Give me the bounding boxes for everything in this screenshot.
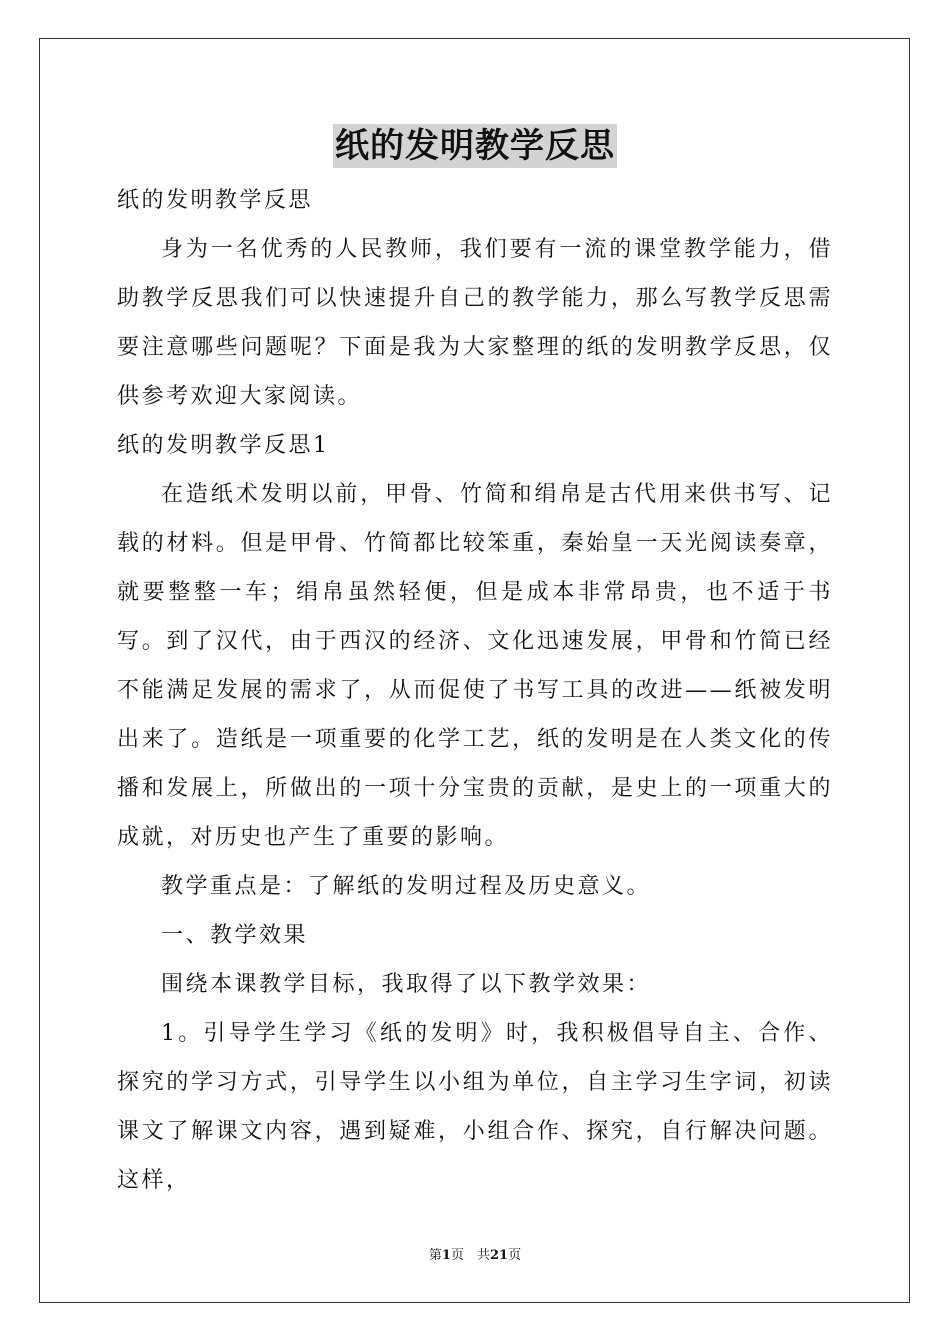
footer-suffix: 页 — [508, 1248, 522, 1263]
title-container — [0, 124, 950, 168]
paragraph: 教学重点是：了解纸的发明过程及历史意义。 — [161, 874, 652, 899]
document-body — [117, 176, 833, 1205]
page-footer — [0, 1247, 950, 1265]
footer-prefix: 第 — [428, 1248, 442, 1263]
paragraph: 在造纸术发明以前，甲骨、竹简和绢帛是古代用来供书写、记载的材料。但是甲骨、竹简都比较笨重，秦始皇一天光阅读奏章，就要整整一车；绢帛虽然轻便，但是成本非常昂贵，也不适于书写。到了汉代，由于西汉的经济、文化迅速发展，甲骨和竹简已经不能满足发展的需求了，从而促使了书写工具的改进——纸被发明出来了。造纸是一项重要的化学工艺，纸的发明是在人类文化的传播和发展上，所做出的一项十分宝贵的贡献，是史上的一项重大的成就，对历史也产生了重要的影响。 — [117, 482, 833, 850]
paragraph: 纸的发明教学反思1 — [117, 433, 330, 458]
paragraph: 1。引导学生学习《纸的发明》时，我积极倡导自主、合作、探究的学习方式，引导学生以小组为单位，自主学习生字词，初读课文了解课文内容，遇到疑难，小组合作、探究，自行解决问题。这样， — [117, 1021, 833, 1193]
paragraph: 身为一名优秀的人民教师，我们要有一流的课堂教学能力，借助教学反思我们可以快速提升自己的教学能力，那么写教学反思需要注意哪些问题呢？下面是我为大家整理的纸的发明教学反思，仅供参考欢迎大家阅读。 — [117, 237, 833, 409]
paragraph: 围绕本课教学目标，我取得了以下教学效果： — [161, 972, 652, 997]
paragraph: 一、教学效果 — [161, 923, 309, 948]
document-title: 纸的发明教学反思 — [335, 126, 615, 166]
current-page-number: 1 — [441, 1248, 451, 1263]
footer-mid: 页 共 — [450, 1248, 490, 1263]
paragraph: 纸的发明教学反思 — [117, 188, 314, 213]
total-page-number: 21 — [489, 1248, 509, 1263]
